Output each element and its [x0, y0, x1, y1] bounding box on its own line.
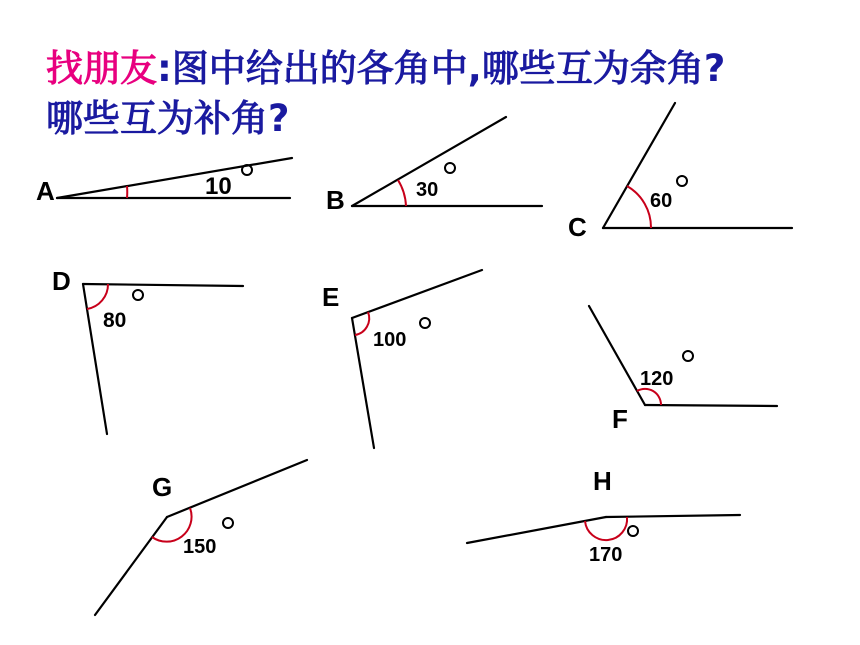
measure-f: 120 — [640, 368, 674, 390]
vertex-label-e: E — [322, 282, 340, 312]
angle-g — [95, 460, 307, 615]
degree-symbol-e — [420, 318, 430, 328]
degree-symbol-f — [683, 351, 693, 361]
angle-c — [568, 103, 792, 242]
degree-symbol-h — [628, 526, 638, 536]
vertex-label-d: D — [52, 266, 71, 296]
angle-b — [326, 117, 542, 215]
title-highlight: 找朋友 — [46, 47, 157, 90]
degree-symbol-g — [223, 518, 233, 528]
measure-c: 60 — [650, 190, 673, 212]
measure-h: 170 — [589, 544, 623, 566]
angle-h — [467, 466, 740, 566]
vertex-label-h: H — [593, 466, 612, 496]
vertex-label-f: F — [612, 404, 628, 434]
degree-symbol-b — [445, 163, 455, 173]
measure-g: 150 — [183, 536, 217, 558]
angle-d — [52, 266, 243, 434]
degree-symbol-c — [677, 176, 687, 186]
measure-b: 30 — [416, 179, 439, 201]
vertex-label-a: A — [36, 176, 55, 206]
angle-f — [589, 306, 777, 434]
vertex-label-b: B — [326, 185, 345, 215]
measure-d: 80 — [103, 309, 127, 332]
measure-e: 100 — [373, 329, 407, 351]
angle-a — [36, 158, 292, 206]
title-line1: :图中给出的各角中,哪些互为余角? — [157, 47, 726, 90]
vertex-label-g: G — [152, 472, 173, 502]
title-line2: 哪些互为补角? — [46, 97, 290, 140]
vertex-label-c: C — [568, 212, 587, 242]
measure-a: 10 — [205, 173, 232, 200]
degree-symbol-d — [133, 290, 143, 300]
angle-e — [322, 270, 482, 448]
